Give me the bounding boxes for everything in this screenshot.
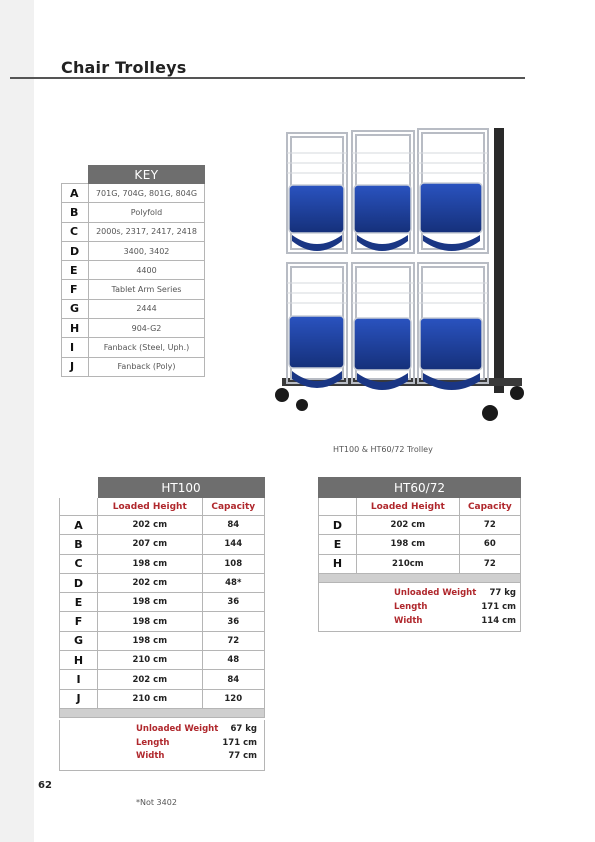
ht6072-table [318,477,521,583]
capacity-cell: 72 [459,554,520,573]
key-description: 4400 [89,261,205,280]
ht100-col-capacity: Capacity [202,498,264,516]
capacity-cell: 48 [202,651,264,670]
capacity-cell: 72 [459,516,520,535]
row-letter: H [60,651,98,670]
key-letter: H [62,319,89,338]
key-letter: B [62,203,89,222]
ht6072-title: HT60/72 [319,478,521,498]
table-row [60,573,265,592]
key-row [62,338,205,357]
table-row [319,516,521,535]
side-strip [0,0,34,842]
key-row [62,280,205,299]
key-row [62,357,205,376]
footnote: *Not 3402 [136,798,177,807]
capacity-cell: 84 [202,516,264,535]
key-description: 701G, 704G, 801G, 804G [89,184,205,203]
title-rule [10,77,525,79]
capacity-cell: 120 [202,689,264,708]
loaded-height-cell: 202 cm [98,573,203,592]
table-row [60,593,265,612]
capacity-cell: 36 [202,593,264,612]
table-row [60,535,265,554]
key-description: 2444 [89,299,205,318]
capacity-cell: 36 [202,612,264,631]
key-description: Polyfold [89,203,205,222]
key-row [62,319,205,338]
key-row [62,241,205,260]
ht100-col-height: Loaded Height [98,498,203,516]
key-description: 3400, 3402 [89,241,205,260]
loaded-height-cell: 210 cm [98,689,203,708]
trolley-photo [272,123,530,423]
row-letter: E [319,535,357,554]
loaded-height-cell: 198 cm [98,593,203,612]
row-letter: I [60,670,98,689]
dimension-value: 77 cm [228,751,257,761]
row-letter: F [60,612,98,631]
row-letter: B [60,535,98,554]
loaded-height-cell: 210cm [357,554,460,573]
key-row [62,261,205,280]
dimension-label: Width [136,751,165,761]
loaded-height-cell: 202 cm [98,516,203,535]
loaded-height-cell: 202 cm [357,516,460,535]
key-description: 904-G2 [89,319,205,338]
loaded-height-cell: 202 cm [98,670,203,689]
dimension-label: Unloaded Weight [394,588,477,598]
table-row [60,516,265,535]
table-row [60,631,265,650]
dimension-value: 77 kg [489,588,516,598]
loaded-height-cell: 198 cm [98,631,203,650]
key-letter: I [62,338,89,357]
capacity-cell: 84 [202,670,264,689]
row-letter: E [60,593,98,612]
table-row [319,554,521,573]
key-description: Tablet Arm Series [89,280,205,299]
ht100-table [59,477,265,718]
capacity-cell: 108 [202,554,264,573]
table-row [60,554,265,573]
key-row [62,299,205,318]
key-description: Fanback (Steel, Uph.) [89,338,205,357]
gray-separator-row [319,573,521,582]
key-row [62,222,205,241]
row-letter: H [319,554,357,573]
key-header: KEY [89,166,205,184]
capacity-cell: 144 [202,535,264,554]
dimension-value: 114 cm [481,616,516,626]
loaded-height-cell: 198 cm [357,535,460,554]
table-row [60,689,265,708]
table-row [319,535,521,554]
capacity-cell: 72 [202,631,264,650]
key-letter: A [62,184,89,203]
table-row [60,651,265,670]
ht6072-col-capacity: Capacity [459,498,520,516]
dimension-value: 171 cm [481,602,516,612]
key-description: Fanback (Poly) [89,357,205,376]
dimension-label: Length [136,737,170,748]
row-letter: A [60,516,98,535]
row-letter: D [60,573,98,592]
key-letter: E [62,261,89,280]
key-row [62,203,205,222]
dimension-value: 171 cm [222,737,257,748]
row-letter: G [60,631,98,650]
ht100-title: HT100 [98,478,265,498]
loaded-height-cell: 198 cm [98,554,203,573]
table-row [60,670,265,689]
page-number: 62 [38,780,52,791]
key-letter: D [62,241,89,260]
key-letter: G [62,299,89,318]
key-letter: C [62,222,89,241]
row-letter: C [60,554,98,573]
loaded-height-cell: 207 cm [98,535,203,554]
gray-separator-row [60,708,265,717]
dimension-label: Width [394,616,423,626]
key-row [62,184,205,203]
table-row [60,612,265,631]
key-table [61,165,205,377]
photo-caption: HT100 & HT60/72 Trolley [333,445,433,454]
key-letter: J [62,357,89,376]
key-description: 2000s, 2317, 2417, 2418 [89,222,205,241]
dimension-label: Length [394,602,428,612]
loaded-height-cell: 210 cm [98,651,203,670]
loaded-height-cell: 198 cm [98,612,203,631]
key-letter: F [62,280,89,299]
dimension-value: 67 kg [230,724,257,734]
row-letter: J [60,689,98,708]
capacity-cell: 48* [202,573,264,592]
ht6072-col-height: Loaded Height [357,498,460,516]
capacity-cell: 60 [459,535,520,554]
dimension-label: Unloaded Weight [136,724,219,734]
page-title: Chair Trolleys [61,58,187,77]
row-letter: D [319,516,357,535]
